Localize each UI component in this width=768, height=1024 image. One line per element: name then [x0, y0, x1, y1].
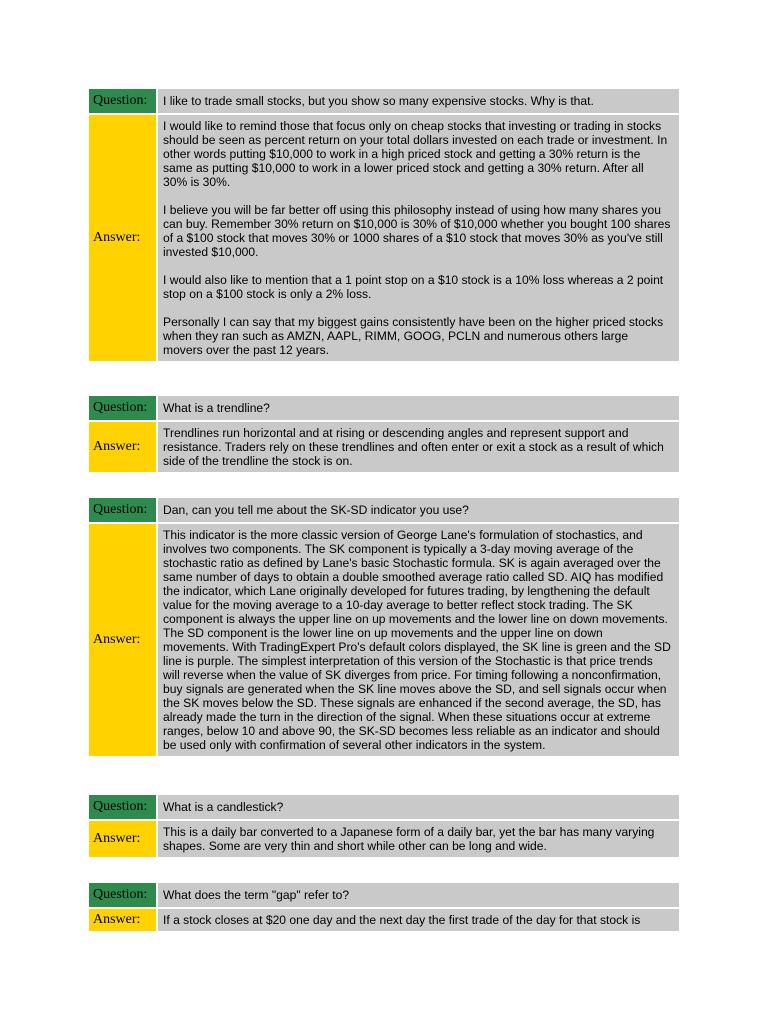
question-text: What is a candlestick?	[158, 795, 679, 819]
question-label: Question:	[89, 883, 156, 907]
answer-label: Answer:	[89, 524, 156, 756]
qa-block	[89, 498, 679, 756]
qa-block	[89, 89, 679, 361]
answer-label: Answer:	[89, 115, 156, 361]
question-label: Question:	[89, 498, 156, 522]
answer-text	[158, 115, 679, 361]
answer-text	[158, 422, 679, 472]
answer-label: Answer:	[89, 422, 156, 472]
answer-paragraph: If a stock closes at $20 one day and the next day the first trade of the day for that stock is	[163, 913, 641, 927]
answer-label: Answer:	[89, 909, 156, 931]
answer-paragraph: This indicator is the more classic version of George Lane's formulation of stochastics, and involves two components. The SK component is typically a 3-day moving average of the stochastic ratio as defined by Lane's basic Stochastic formula. SK is again averaged over the same number of days to obtain a double smoothed average ratio called SD. AIQ has modified the indicator, which Lane originally developed for futures trading, by lengthening the default value for the moving average to a 10-day average to better reflect stock trading. The SK component is always the upper line on up movements and the lower line on down movements. The SD component is the lower line on up movements and the upper line on down movements. With TradingExpert Pro's default colors displayed, the SK line is green and the SD line is purple. The simplest interpretation of this version of the Stochastic is that price trends will reverse when the value of SK diverges from price. For timing following a nonconfirmation, buy signals are generated when the SK line moves above the SD, and sell signals occur when the SK moves below the SD. These signals are enhanced if the second average, the SD, has already made the turn in the direction of the signal. When these situations occur at extreme ranges, below 10 and above 90, the SK-SD becomes less reliable as an indicator and should be used only with confirmation of several other indicators in the system.	[163, 528, 671, 752]
answer-label: Answer:	[89, 821, 156, 857]
question-label: Question:	[89, 795, 156, 819]
question-text: What is a trendline?	[158, 396, 679, 420]
question-text: I like to trade small stocks, but you show so many expensive stocks. Why is that.	[158, 89, 679, 113]
qa-block	[89, 795, 679, 857]
answer-paragraph: Trendlines run horizontal and at rising or descending angles and represent support and resistance. Traders rely on these trendlines and often enter or exit a stock as a result of which side of the trendline the stock is on.	[163, 426, 664, 468]
answer-text	[158, 524, 679, 756]
answer-text	[158, 909, 679, 931]
answer-paragraph: I believe you will be far better off using this philosophy instead of using how many shares you can buy. Remember 30% return on $10,000 is 30% of $10,000 whether you bought 100 shares of a $100 stock that moves 30% or 1000 shares of a $10 stock that moves 30% as you've still invested $10,000.	[163, 203, 671, 259]
answer-paragraph: I would also like to mention that a 1 point stop on a $10 stock is a 10% loss whereas a 2 point stop on a $100 stock is only a 2% loss.	[163, 273, 664, 301]
question-label: Question:	[89, 396, 156, 420]
answer-text	[158, 821, 679, 857]
answer-paragraph: I would like to remind those that focus only on cheap stocks that investing or trading in stocks should be seen as percent return on your total dollars invested on each trade or investment. In other words putting $10,000 to work in a high priced stock and getting a 30% return is the same as putting $10,000 to work in a lower priced stock and getting a 30% return. After all 30% is 30%.	[163, 119, 668, 189]
qa-block	[89, 396, 679, 472]
qa-block	[89, 883, 679, 931]
answer-paragraph: Personally I can say that my biggest gains consistently have been on the higher priced stocks when they ran such as AMZN, AAPL, RIMM, GOOG, PCLN and numerous others large movers over the past 12 years.	[163, 315, 664, 357]
question-text: What does the term "gap" refer to?	[158, 883, 679, 907]
answer-paragraph: This is a daily bar converted to a Japanese form of a daily bar, yet the bar has many varying shapes. Some are very thin and short while other can be long and wide.	[163, 825, 655, 853]
question-label: Question:	[89, 89, 156, 113]
question-text: Dan, can you tell me about the SK-SD indicator you use?	[158, 498, 679, 522]
